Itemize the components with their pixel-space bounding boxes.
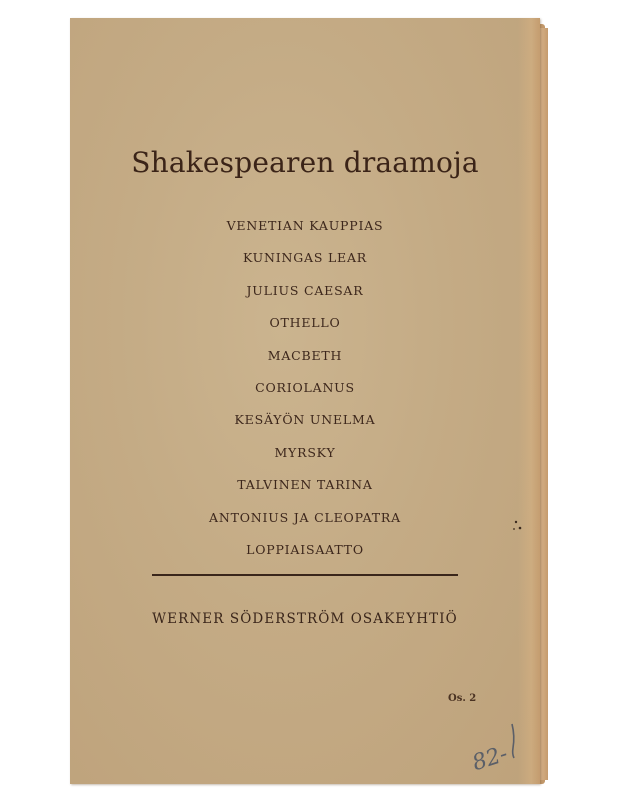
plays-list: [70, 217, 540, 573]
paper-specks: [510, 518, 530, 538]
play-title: CORIOLANUS: [255, 379, 355, 395]
play-title: VENETIAN KAUPPIAS: [226, 218, 384, 233]
play-title: KUNINGAS LEAR: [242, 250, 368, 266]
speck: [513, 528, 515, 530]
play-title: LOPPIAISAATTO: [246, 541, 364, 557]
speck: [519, 527, 522, 530]
play-title: TALVINEN TARINA: [237, 477, 373, 493]
publisher-name: WERNER SÖDERSTRÖM OSAKEYHTIÖ: [152, 611, 458, 627]
handwritten-note: 82-: [469, 741, 511, 777]
play-title: OTHELLO: [269, 315, 341, 331]
handwritten-price-mark: [468, 718, 528, 778]
play-title: ANTONIUS JA CLEOPATRA: [209, 509, 401, 525]
play-title: JULIUS CAESAR: [246, 282, 364, 298]
series-title: Shakespearen draamoja: [131, 146, 479, 179]
play-title: KESÄYÖN UNELMA: [234, 412, 376, 428]
pencil-stroke: [512, 724, 514, 758]
divider-rule: [152, 574, 458, 576]
play-title: MYRSKY: [274, 444, 336, 460]
print-code: Os. 2: [448, 693, 477, 704]
book-back-cover: [70, 18, 540, 784]
play-title: MACBETH: [267, 347, 343, 363]
speck: [515, 521, 517, 523]
